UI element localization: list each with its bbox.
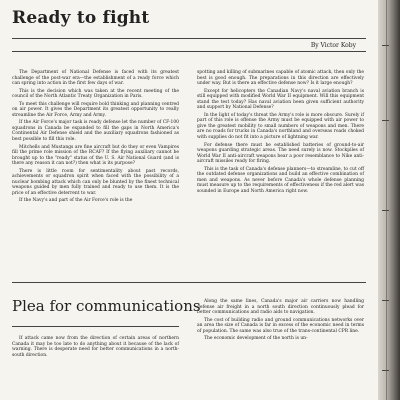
byline: By Victor Koby (310, 42, 356, 49)
paragraph: spotting and killing of submarines capable of atomic attack, then only the best is good enough. The preparations in this direction are effectively under way. But is there an effective defense now? Is it large enough? (197, 70, 364, 87)
article1-column-2 (197, 70, 364, 196)
page-binding-gutter (378, 0, 400, 400)
paragraph: The economic development of the north is un- (204, 336, 308, 342)
paragraph: Mitchells and Mustangs are fine aircraft but do they or even Vampires fill the prime role mission of the RCAF? If the flying auxiliary cannot be brought up to the "ready" status of the U. S. Air National Guard (and is there any reason it can not?) then what is its purpose? (12, 144, 179, 167)
section-rule (12, 282, 366, 283)
title-rule (12, 38, 366, 39)
binding-mark (382, 45, 389, 46)
paragraph: If attack came now from the direction of certain areas of northern Canada it may be too late to do anything about it because of the lack of warning. There is desperate need for better communications in a north-south direction. (12, 336, 179, 358)
byline-rule (12, 51, 366, 52)
binding-line (386, 0, 387, 400)
binding-mark (382, 210, 389, 211)
paragraph: In the light of today's threat the Army's role is more obscure. Surely if part of this role is offense the Army must be equipped with air power to give the greatest mobility to small numbers of weapons and men. There are no roads for trucks in Canada's northland and overseas roads choked with supplies do not fit into a picture of lightning war. (197, 112, 364, 141)
binding-mark (382, 300, 389, 301)
article-title: Ready to fight (12, 8, 150, 28)
paragraph: If the Navy's and part of the Air Force's role is the (19, 198, 133, 204)
paragraph: The cost of building radio and ground communications networks over an area the size of Canada is far in excess of the economic need in terms of population. The same was also true of the trans-continental CPR line. (197, 317, 364, 334)
paragraph: Except for helicopters the Canadian Navy's naval aviation branch is still equipped with modified World War II equipment. Will this equipment stand the test today? Has naval aviation been given sufficient authority and support by National Defense? (197, 88, 364, 111)
binding-mark (382, 120, 389, 121)
article1-column-1 (12, 70, 179, 206)
binding-mark (382, 370, 389, 371)
paragraph: To meet this challenge will require bold thinking and planning centred on air power. It gives the Department its greatest opportunity to really streamline the Air Force, Army and Army. (12, 101, 179, 118)
article2-column-2 (197, 299, 364, 344)
paragraph: This is the task of Canada's defense planners—to streamline, to cut off the outdated defense organizations and build an effective combination of men and weapons. As never before Canada's whole defense planning must measure up to the requirements of effectiveness if the red alert was sounded in Europe and North America right now. (197, 166, 364, 194)
paragraph: Along the same lines, Canada's major air carriers now handling defense air freight in a north south direction continuously plead for better communications and radio aids to navigation. (197, 299, 364, 316)
title-rule (12, 326, 179, 327)
article2-column-1 (12, 336, 179, 360)
paragraph: The Department of National Defense is faced with its greatest challenge of the post-war era—the establishment of a ready force which can spring into action in the first few days of war. (12, 70, 179, 87)
paragraph: There is little room for sentimentality about past records, achievements or squadron spirit when faced with the possibility of a nuclear bombing attack which can only be blunted by the finest technical weapons guided by men fully trained and ready to use them. It is the price of an effective deterrent to war. (12, 168, 179, 196)
paragraph: This is the decision which was taken at the recent meeting of the council of the North Atlantic Treaty Organization in Paris. (12, 88, 179, 100)
paragraph: For defense there must be established batteries of ground-to-air weapons guarding strategic areas. The need surely is now. Stockpiles of World War II anti-aircraft weapons bear a poor resemblance to Nike anti-aircraft missiles ready for firing. (197, 142, 364, 165)
article-title: Plea for communications (12, 297, 201, 315)
paragraph: If the Air Force's major task is ready defense let the number of CF-100 squadrons in Canada be expanded to fill the gaps in North America's Continental Air Defense shield and the auxiliary squadrons fashioned as best possible to fill this role. (12, 120, 179, 143)
